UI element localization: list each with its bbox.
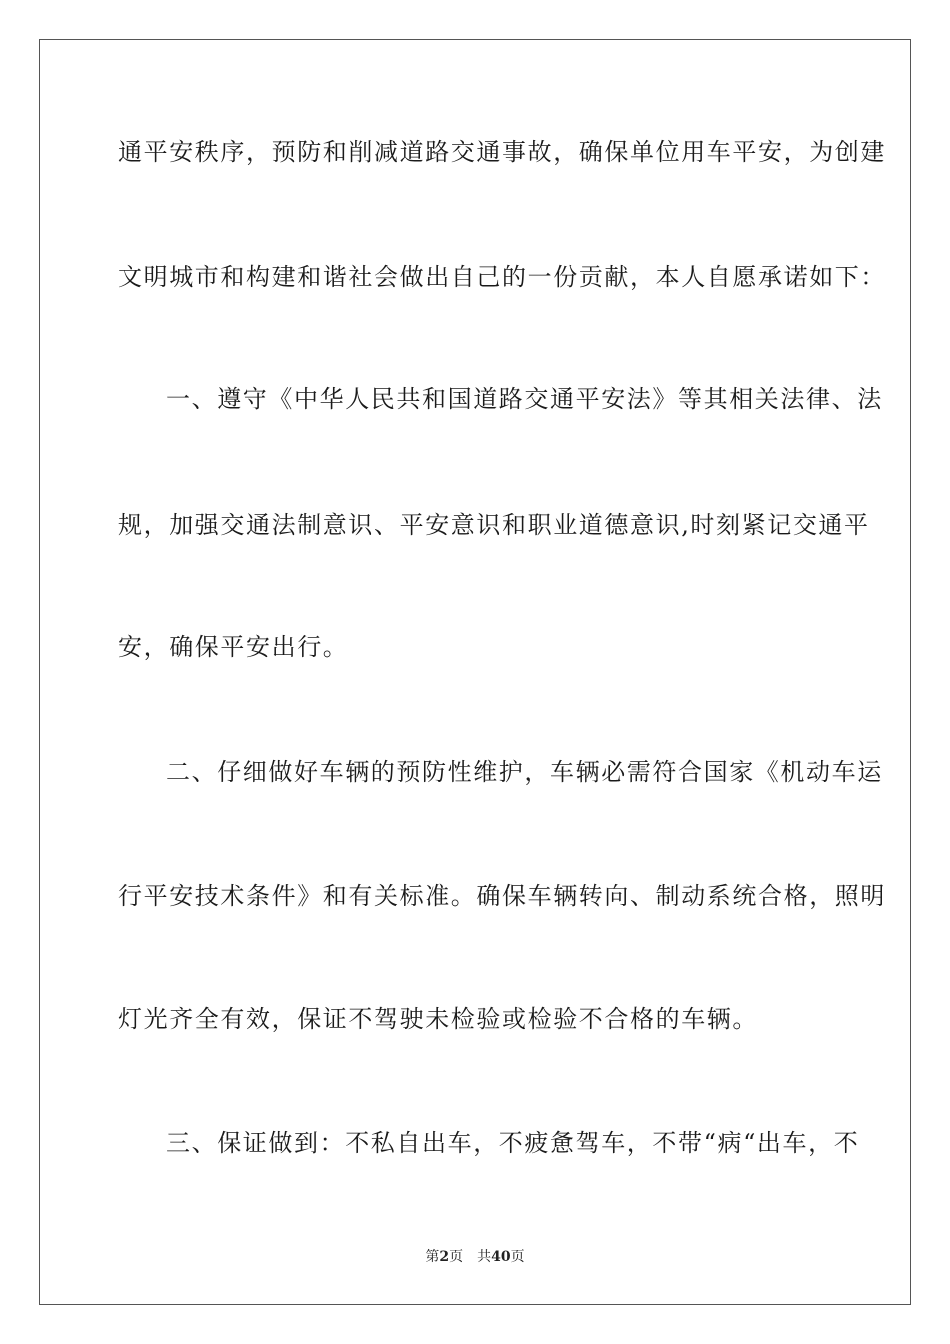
page-suffix: 页 — [449, 1249, 464, 1265]
paragraph-1-line-1: 一、遵守《中华人民共和国道路交通平安法》等其相关法律、法 — [166, 385, 883, 413]
paragraph-2-line-1: 二、仔细做好车辆的预防性维护，车辆必需符合国家《机动车运 — [166, 758, 883, 786]
total-pages: 40 — [491, 1249, 511, 1265]
page-number: 2 — [439, 1249, 450, 1265]
paragraph-3-line-1: 三、保证做到：不私自出车，不疲惫驾车，不带“病“出车，不 — [166, 1129, 860, 1157]
paragraph-2-line-3: 灯光齐全有效，保证不驾驶未检验或检验不合格的车辆。 — [118, 1005, 758, 1033]
page-border — [39, 39, 911, 1305]
paragraph-2-line-2: 行平安技术条件》和有关标准。确保车辆转向、制动系统合格，照明 — [118, 882, 886, 910]
page-prefix: 第 — [425, 1249, 440, 1265]
body-line-1: 通平安秩序，预防和削减道路交通事故，确保单位用车平安，为创建 — [118, 138, 886, 166]
page-footer — [0, 1248, 950, 1266]
paragraph-1-line-2: 规，加强交通法制意识、平安意识和职业道德意识,时刻紧记交通平 — [118, 511, 870, 539]
total-prefix: 共 — [477, 1249, 492, 1265]
total-suffix: 页 — [510, 1249, 525, 1265]
body-line-2: 文明城市和构建和谐社会做出自己的一份贡献，本人自愿承诺如下： — [118, 263, 886, 291]
paragraph-1-line-3: 安，确保平安出行。 — [118, 633, 349, 661]
